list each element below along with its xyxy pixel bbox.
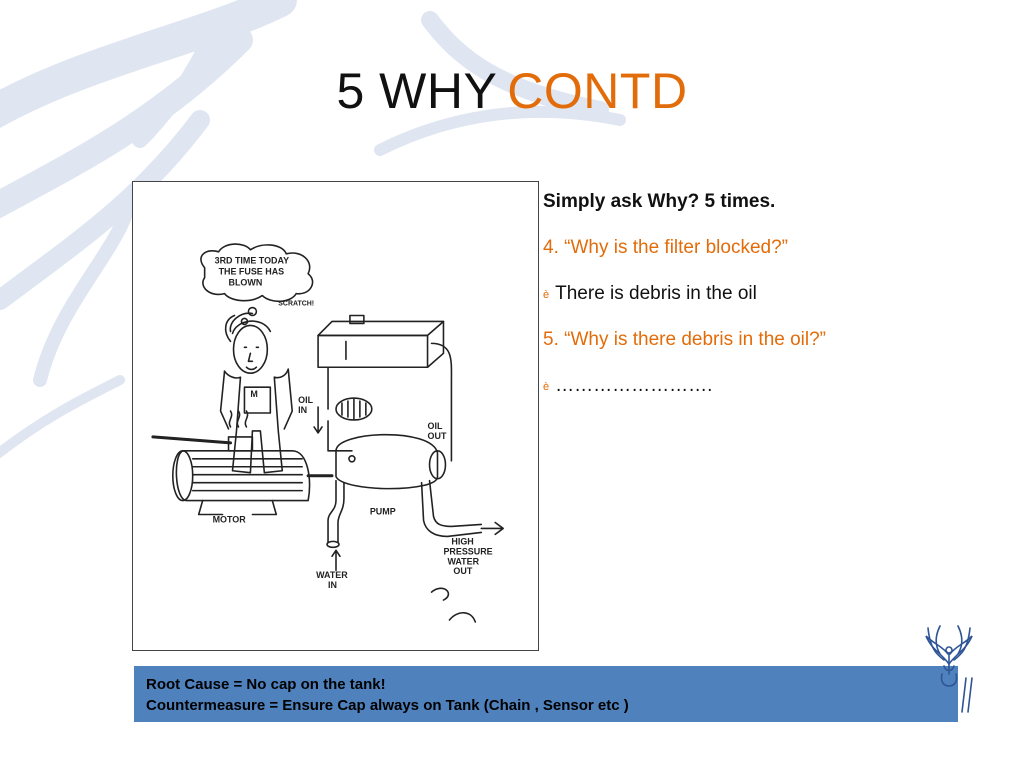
answer-4-text: There is debris in the oil: [555, 283, 757, 304]
scratch-label: SCRATCH!: [278, 300, 315, 308]
why-text-panel: [543, 188, 1003, 418]
oil-out-label-2: OUT: [427, 430, 447, 441]
answer-5-text: …………………….: [555, 375, 713, 396]
motor-label: MOTOR: [212, 514, 246, 525]
why-answer-4: [543, 280, 1003, 326]
arrow-bullet-icon: è: [543, 381, 550, 393]
bubble-line-2: THE FUSE HAS: [218, 266, 285, 277]
oil-out-label-1: OIL: [427, 420, 443, 431]
countermeasure-text: Countermeasure = Ensure Cap always on Tank (Chain , Sensor etc ): [146, 697, 629, 714]
bubble-line-3: BLOWN: [228, 277, 263, 288]
pump-cartoon-illustration: [133, 182, 538, 650]
arrow-bullet-icon: è: [543, 289, 550, 301]
intro-text: Simply ask Why? 5 times.: [543, 191, 776, 212]
overall-letter: M: [250, 389, 258, 400]
why-question-4: 4. “Why is the filter blocked?”: [543, 237, 788, 258]
hp-label-1: HIGH: [451, 536, 474, 547]
hp-label-3: WATER: [447, 556, 480, 567]
oil-in-label-2: IN: [298, 405, 308, 416]
pump-label: PUMP: [369, 506, 396, 517]
bubble-line-1: 3RD TIME TODAY: [214, 255, 290, 266]
water-in-label-1: WATER: [316, 570, 348, 581]
slide-title: [0, 62, 1024, 120]
hp-label-2: PRESSURE: [443, 546, 493, 557]
illustration-frame: [132, 181, 539, 651]
hp-label-4: OUT: [453, 566, 473, 577]
title-main: 5 WHY: [336, 63, 498, 119]
root-cause-banner: [134, 666, 958, 722]
why-question-5: 5. “Why is there debris in the oil?”: [543, 329, 827, 350]
phoenix-logo-icon: [922, 624, 976, 714]
root-cause-text: Root Cause = No cap on the tank!: [146, 676, 386, 693]
why-answer-5: [543, 372, 1003, 418]
oil-in-label-1: OIL: [298, 395, 314, 406]
water-in-label-2: IN: [328, 580, 337, 591]
title-accent: CONTD: [507, 63, 688, 119]
